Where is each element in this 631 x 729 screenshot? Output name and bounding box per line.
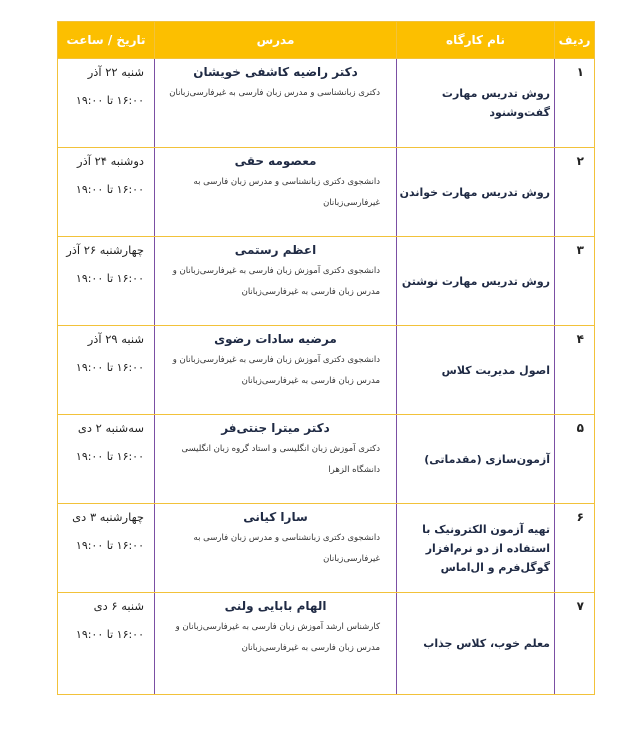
teacher-description: دانشجوی دکتری زبانشناسی و مدرس زبان فارسی به غیرفارسی‌زبانان [193,533,380,564]
row-number: ۷ [576,599,584,613]
table-row [58,593,595,695]
teacher-description: کارشناس ارشد آموزش زبان فارسی به غیرفارسی‌زبانان و مدرس زبان فارسی به غیرفارسی‌زبانان [175,622,380,653]
session-date: چهارشنبه ۳ دی [72,510,144,524]
session-time: ۱۶:۰۰ تا ۱۹:۰۰ [75,628,144,641]
header-workshop-name: نام کارگاه [397,22,555,59]
teacher-description: دانشجوی دکتری آموزش زبان فارسی به غیرفارسی‌زبانان و مدرس زبان فارسی به غیرفارسی‌زبانان [172,355,380,386]
workshop-name: آزمون‌سازی (مقدماتی) [424,452,550,466]
table-row [58,326,595,415]
table-row [58,148,595,237]
workshop-name: معلم خوب، کلاس جذاب [423,637,550,650]
header-date-time: تاریخ / ساعت [58,22,155,59]
session-date: شنبه ۲۲ آذر [87,65,144,79]
teacher-description: دانشجوی دکتری آموزش زبان فارسی به غیرفارسی‌زبانان و مدرس زبان فارسی به غیرفارسی‌زبانان [172,266,380,297]
session-time: ۱۶:۰۰ تا ۱۹:۰۰ [75,183,144,196]
session-date: دوشنبه ۲۴ آذر [77,154,144,168]
teacher-description: دکتری زبانشناسی و مدرس زبان فارسی به غیرفارسی‌زبانان [169,88,380,98]
row-number: ۲ [576,154,584,168]
teacher-description: دکتری آموزش زبان انگلیسی و استاد گروه زبان انگلیسی دانشگاه الزهرا [181,444,380,475]
workshop-name: روش تدریس مهارت خواندن [399,185,550,199]
header-row-number: ردیف [555,22,595,59]
workshop-name: روش تدریس مهارت گفت‌وشنود [441,87,550,119]
teacher-name: مرضیه سادات رضوی [214,332,337,346]
session-time: ۱۶:۰۰ تا ۱۹:۰۰ [75,450,144,463]
teacher-name: دکتر میترا جنتی‌فر [221,421,330,435]
session-date: سه‌شنبه ۲ دی [77,421,144,435]
teacher-name: دکتر راضیه کاشفی خویشان [193,65,358,79]
teacher-name: الهام بابایی ولنی [224,599,327,613]
workshop-name: تهیه آزمون الکترونیک با استفاده از دو نرم‌افزار گوگل‌فرم و ال‌اماس [422,522,550,574]
header-teacher: مدرس [155,22,397,59]
table-row [58,504,595,593]
teacher-name: اعظم رستمی [234,243,317,257]
teacher-name: معصومه حقی [234,154,317,168]
row-number: ۴ [576,332,584,346]
row-number: ۱ [576,65,584,79]
session-time: ۱۶:۰۰ تا ۱۹:۰۰ [75,361,144,374]
table-row [58,59,595,148]
session-time: ۱۶:۰۰ تا ۱۹:۰۰ [75,539,144,552]
workshop-name: اصول مدیریت کلاس [441,363,550,377]
session-time: ۱۶:۰۰ تا ۱۹:۰۰ [75,272,144,285]
session-date: شنبه ۲۹ آذر [87,332,144,346]
table-row [58,415,595,504]
table-header-row [58,22,595,59]
workshop-name: روش تدریس مهارت نوشتن [401,274,550,288]
row-number: ۳ [576,243,584,257]
workshop-schedule [57,21,594,695]
teacher-description: دانشجوی دکتری زبانشناسی و مدرس زبان فارسی به غیرفارسی‌زبانان [193,177,380,208]
session-time: ۱۶:۰۰ تا ۱۹:۰۰ [75,94,144,107]
teacher-name: سارا کیانی [243,510,308,524]
table-row [58,237,595,326]
row-number: ۵ [576,421,584,435]
session-date: شنبه ۶ دی [93,599,144,613]
session-date: چهارشنبه ۲۶ آذر [66,243,144,257]
schedule-table [57,21,595,695]
row-number: ۶ [576,510,584,524]
